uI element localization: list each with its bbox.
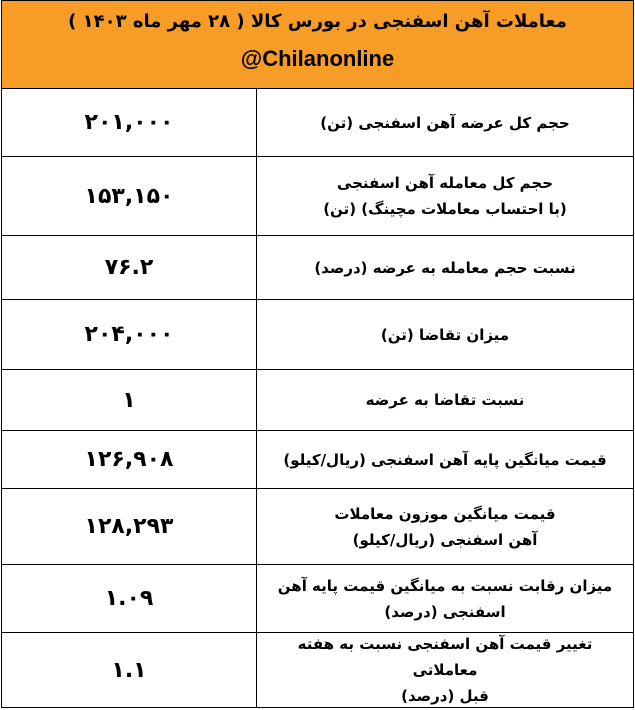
row-label-line: قیمت میانگین پایه آهن اسفنجی (ریال/کیلو): [283, 450, 607, 469]
row-value: ۱۵۳,۱۵۰: [2, 157, 257, 235]
channel-handle: @Chilanonline: [240, 46, 395, 71]
row-label-line: نسبت حجم معامله به عرضه (درصد): [314, 258, 576, 277]
row-label-line: نسبت تقاضا به عرضه: [365, 391, 525, 409]
iron-trading-table: [1, 0, 634, 708]
row-value: ۱: [2, 370, 257, 430]
row-label: [257, 89, 633, 156]
row-label: [257, 633, 633, 707]
table-row: [2, 300, 633, 370]
row-value: ۱.۰۹: [2, 565, 257, 632]
row-label-line: میزان تقاضا (تن): [380, 325, 510, 344]
row-label: [257, 489, 633, 564]
table-row: [2, 489, 633, 565]
table-row: [2, 236, 633, 300]
table-row: [2, 633, 633, 707]
table-row: [2, 565, 633, 633]
row-label: [257, 370, 633, 430]
row-label-line: تغییر قیمت آهن اسفنجی نسبت به هفته معاملاتی: [297, 635, 593, 679]
table-row: [2, 157, 633, 236]
row-label: [257, 300, 633, 369]
row-value: ۲۰۱,۰۰۰: [2, 89, 257, 156]
row-label-line: حجم کل عرضه آهن اسفنجی (تن): [320, 113, 570, 132]
table-row: [2, 370, 633, 431]
row-label-line: میزان رقابت نسبت به میانگین قیمت پایه آهن: [277, 576, 613, 595]
row-value: ۱۲۶,۹۰۸: [2, 431, 257, 488]
row-value: ۲۰۴,۰۰۰: [2, 300, 257, 369]
row-label: [257, 431, 633, 488]
row-value: ۷۶.۲: [2, 236, 257, 299]
row-label-line: (با احتساب معاملات مچینگ) (تن): [323, 200, 567, 218]
row-label: [257, 157, 633, 235]
row-label-line: حجم کل معامله آهن اسفنجی: [336, 174, 554, 192]
row-value: ۱۲۸,۲۹۳: [2, 489, 257, 564]
row-label: [257, 236, 633, 299]
row-label-line: آهن اسفنجی (ریال/کیلو): [352, 530, 538, 549]
table-row: [2, 89, 633, 157]
table-row: [2, 431, 633, 489]
table-header: [2, 1, 633, 89]
row-label-line: قبل (درصد): [401, 687, 489, 705]
row-value: ۱.۱: [2, 633, 257, 707]
row-label: [257, 565, 633, 632]
row-label-line: اسفنجی (درصد): [384, 602, 506, 621]
table-title: معاملات آهن اسفنجی در بورس کالا ( ۲۸ مهر ماه ۱۴۰۳ ): [68, 11, 567, 32]
row-label-line: قیمت میانگین موزون معاملات: [334, 504, 556, 523]
